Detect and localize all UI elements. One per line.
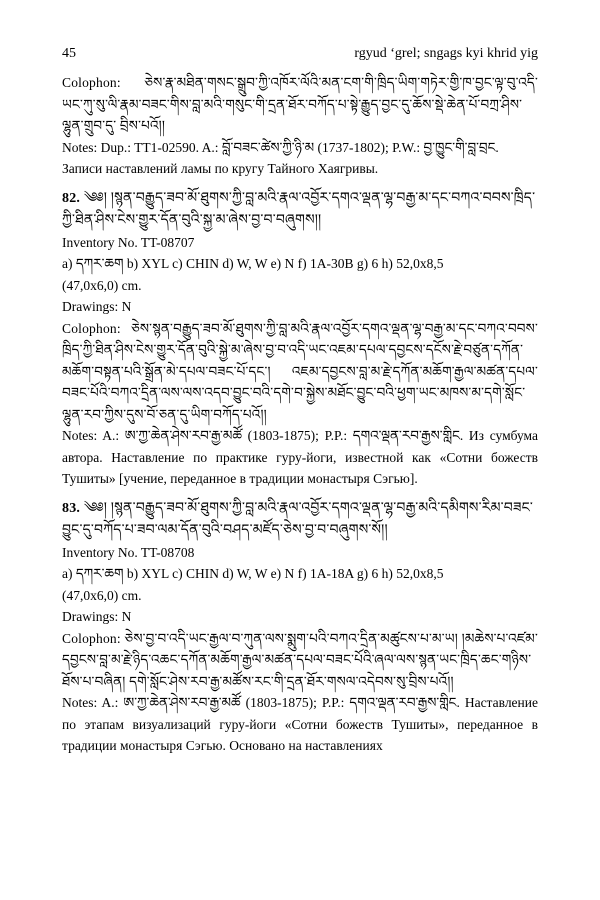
intro-colophon [62,72,538,137]
colophon-text: ཅེས་སྙན་བརྒྱུད་ཟབ་མོ་ཐུགས་ཀྱི་བླ་མའི་རྣལ་འབྱོར་དགའ་ལྡན་ལྷ་བརྒྱ་མ་དང་བཀའ་བབས་ཁྲིད་ཀྱི་ཐིན་ཤིས་ངེས་གྱུར་དོན་བུའི་སྐྱེ་མ་ཞེས་བྱ་བ་འདི་ཡང་འཇམ་དཔལ་དབྱངས་དངོས་རྗེ་བཙུན་དཀོན་མཆོག་བསྟན་པའི་སྒྲོན་མེ་དཔལ་བཟང་པོ་དང་། འཇམ་དབྱངས་བླ་མ་རྗེ་དཀོན་མཆོག་རྒྱལ་མཚན་དཔལ་བཟང་པོའི་བཀའ་དྲིན་ལས་ལས་འདབ་བྱུང་བའི་དགེ་བ་སྐྱེས་མཐོང་བྱུང་བའི་ཕྱག་ཡང་མཁས་མ་དགེ་སློང་ལྷུན་རབ་ཀྱིས་དུས་བོ་ཅན་དུ་ཡིག་བཀོད་པའོ།། [62,320,538,422]
entry-title [62,188,538,232]
inventory-number: Inventory No. TT-08707 [62,234,195,250]
colophon-text: ཅེས་རྣ་མཐིན་གསང་སྒྲུབ་ཀྱི་འཁོར་ལོའི་མན་ངག་གི་ཁྲིད་ཡིག་གཏེར་གྱི་ཁ་བྱང་ལྟ་བུ་འདི་ཡང་ཀུ་སུ་ལི་རྣམ་བཟང་གིས་བླ་མའི་གསུང་གི་དྲན་ཐོར་བཀོད་པ་སྟེ་རྒྱུད་བྱང་དུ་ཆོས་སྡེ་ཆེན་པོ་བཀྲ་ཤིས་ལྷུན་གྲུབ་དུ་ བྲིས་པའོ།། [62,75,538,133]
notes-label: Notes: [62,695,98,710]
description-dimensions: (47,0x6,0) cm. [62,277,142,293]
page-number: 45 [62,46,76,61]
entry-number: 83. [62,500,81,516]
notes-text: A.: ཨ་ཀྱ་ཆེན་ཤེས་རབ་རྒྱ་མཚོ (1803-1875); P.P.: དགའ་ལྡན་རབ་རྒྱས་གླིང. Наставление по этапам визуализаций гуру-йоги «Сотни божеств Тушиты», переданное в традиции монастыря Сэгью. Основано на наставлениях [62,695,538,753]
intro-notes [62,137,538,159]
entry-title [62,498,538,542]
drawings-field: Drawings: N [62,299,132,314]
intro-russian-summary: Записи наставлений ламы по кругу Тайного Хаягривы. [62,161,379,176]
colophon-text: ཅེས་བྱ་བ་འདི་ཡང་རྒྱལ་བ་ཀུན་ལས་སྨུག་པའི་བཀའ་དྲིན་མཚུངས་པ་མ་ཡ། །མཆེས་པ་འཛམ་དབྱངས་བླ་མ་རྗེ་ཉིད་འཆང་དཀོན་མཆོག་རྒྱལ་མཚན་དཔལ་བཟང་པོའི་ཞལ་ལས་སྙན་ཡང་ཁྲིད་ཆང་གཉིས་ཐོས་པ་བཞིན། དགེ་སློང་ཤེས་རབ་རྒྱ་མཚོས་རང་གི་དྲན་ཐོར་གསལ་འདེབས་སུ་བྲིས་པའོ།། [62,630,538,689]
entry-number: 82. [62,190,81,206]
notes-label: Notes: [62,139,98,155]
entry-notes [62,425,538,490]
notes-text: Dup.: TT1-02590. A.: བློ་བཟང་ཚེས་ཀྱི་ཉི་མ (1737-1802); P.W.: བྱ་ཁྱུང་གི་བླ་བྲང. [100,139,499,155]
running-title: rgyud ‘grel; sngags kyi khrid yig [354,46,538,61]
drawings-field: Drawings: N [62,609,132,624]
entry-title-text: ༄༅། །སྙན་བརྒྱུད་ཟབ་མོ་ཐུགས་ཀྱི་བླ་མའི་རྣལ་འབྱོར་དགའ་ལྡན་ལྷ་བརྒྱ་མ་དང་བཀའ་བབས་ཁྲིད་ཀྱི་ཐིན་ཤིས་ངེས་གྱུར་དོན་བུའི་སྐྱ་མ་ཞེས་བྱ་བ་བཞུགས།། [62,190,536,228]
entry-title-text: ༄༅། །སྙན་བརྒྱུད་ཟབ་མོ་ཐུགས་ཀྱི་བླ་མའི་རྣལ་འབྱོར་དགའ་ལྡན་ལྷ་བརྒྱ་མའི་དམིགས་རིམ་བཟང་བྱུང་དུ་བཀོད་པ་ཟབ་ལམ་དོན་བུའི་བཤད་མཛོད་ཅེས་བྱ་བ་བཞུགས་སོ།། [62,500,533,538]
entry-colophon [62,628,538,693]
description-line: a) དཀར་ཆག b) XYL c) CHIN d) W, W e) N f) 1A-30B g) 6 h) 52,0x8,5 [62,256,444,271]
colophon-label: Colophon: [62,630,121,646]
entry-notes [62,692,538,757]
catalog-entry-83 [62,498,538,757]
catalog-entry-82 [62,188,538,490]
description-line: a) དཀར་ཆག b) XYL c) CHIN d) W, W e) N f) 1A-18A g) 6 h) 52,0x8,5 [62,566,444,581]
colophon-label: Colophon: [62,75,121,90]
description-dimensions: (47,0x6,0) cm. [62,587,142,603]
inventory-number: Inventory No. TT-08708 [62,544,195,560]
colophon-label: Colophon: [62,320,121,336]
entry-colophon [62,318,538,426]
notes-label: Notes: [62,428,98,443]
notes-text: A.: ཨ་ཀྱ་ཆེན་ཤེས་རབ་རྒྱ་མཚོ (1803-1875); P.P.: དགའ་ལྡན་རབ་རྒྱས་གླིང. Из сумбума автора. Наставление по практике гуру-йоги, известной как «Сотни божеств Тушиты» [учение, переданное в традиции монастыря Сэгью]. [62,428,538,486]
page-header [62,46,538,68]
